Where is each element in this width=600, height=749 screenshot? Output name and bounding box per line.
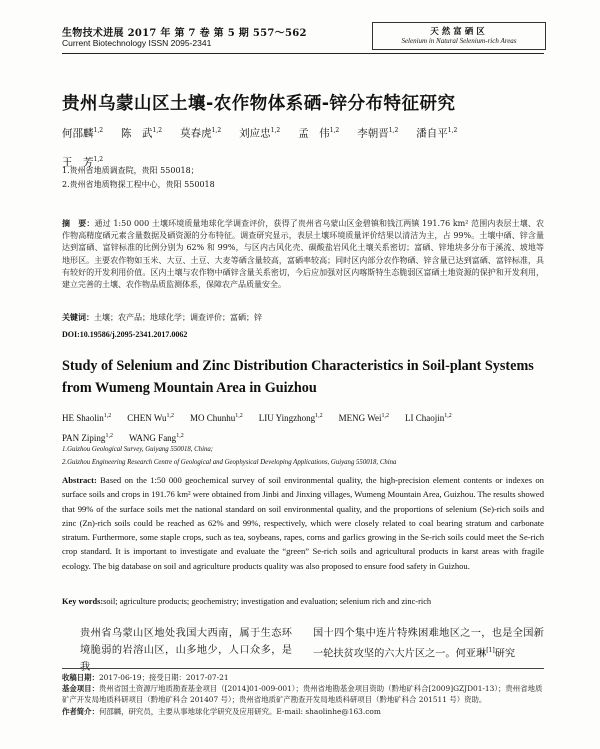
author-en: LI Chaojin$^{1,2}$: [405, 413, 452, 423]
author-en: HE Shaolin$^{1,2}$: [62, 413, 112, 423]
author-cn: 李朝晋$^{1,2}$: [357, 127, 399, 140]
affiliation-en: 2.Guizhou Engineering Research Centre of Geological and Geophysical Developing Applications, Guiyang 550018, China: [62, 458, 397, 466]
author-cn: 何邵麟$^{1,2}$: [62, 127, 104, 140]
author-cn: 孟 伟$^{1,2}$: [298, 127, 340, 140]
author-en: CHEN Wu$^{1,2}$: [127, 413, 174, 423]
affiliations-en: [62, 444, 544, 469]
journal-header-en: Current Biotechnology ISSN 2095-2341: [62, 38, 212, 48]
footnotes: [62, 672, 544, 717]
affiliation-cn: 1.贵州省地质调查院，贵阳 550018；: [62, 166, 199, 175]
author-cn: 刘应忠$^{1,2}$: [239, 127, 281, 140]
author-en: WANG Fang$^{1,2}$: [128, 433, 184, 443]
column-logo-cn: 天然富硒区: [430, 27, 488, 37]
keywords-en: [62, 597, 544, 606]
column-logo-en: Selenium in Natural Selenium-rich Areas: [401, 37, 517, 45]
header-rule: [62, 53, 544, 54]
author-en: MO Chunhu$^{1,2}$: [189, 413, 243, 423]
abstract-en-label: Abstract:: [62, 475, 97, 485]
keywords-cn: [62, 311, 544, 324]
abstract-en-text: Based on the 1:50 000 geochemical survey of soil environmental quality, the high-precision element contents or indexes on surface soils and crops in 191.76 km² were obtained from Jinbi and Jinxing villages, Wumeng Mountain Area, Guizhou. The results showed that 99% of the surface soils met the national standard on soil environmental quality, and the proportions of selenium (Se)-rich soils and zinc (Zn)-rich soils could be reached as 62% and 99%, respectively, which were closely related to coal bearing stratum and carbonate stratum. Furthermore, some staple crops, such as tea, soybeans, rapes, corns and garlics growing in the Se-rich soils could meet the Se-rich crop standard. It is important to investigate and evaluate the “green” Se-rich soils and agricultural products in karst areas with fragile ecology. The big database on soil and agriculture products quality was also proposed to ensure food safety in Guizhou.: [62, 475, 544, 571]
author-en: PAN Ziping$^{1,2}$: [62, 433, 113, 443]
author-cn: 潘自平$^{1,2}$: [416, 127, 458, 140]
footnote-funding: 基金项目：贵州省国土资源厅地质勘查基金项目（[2014]01-009-001）；贵州省地勘基金项目资助（黔地矿科合[2009]GZJD01-13）；贵州省地质矿产开发局地质科研项目（黔地矿科合 201407 号）；贵州省地质矿产勘查开发局地质科研项目（黔地矿科合 201511 号）资助。: [62, 684, 543, 705]
footnote-rule: [62, 668, 544, 669]
doi: DOI:10.19586/j.2095-2341.2017.0062: [62, 330, 188, 339]
abstract-cn: [62, 217, 544, 291]
keywords-en-label: Key words:: [62, 597, 104, 606]
keywords-cn-label: 关键词：: [62, 312, 94, 322]
footnote-received: 收稿日期：2017-06-19；接受日期：2017-07-21: [62, 673, 229, 682]
title-en: Study of Selenium and Zinc Distribution Characteristics in Soil-plant Systems from Wumeng Mountain Area in Guizhou: [62, 358, 534, 396]
body-text-right: 国十四个集中连片特殊困难地区之一，也是全国新一轮扶贫攻坚的六大片区之一。何亚琳[1]研究: [313, 628, 544, 660]
footnote-author: 作者简介：何邵麟，研究员，主要从事地球化学研究及应用研究。E-mail: shaolinhe@163.com: [62, 706, 381, 716]
abstract-cn-text: 通过 1:50 000 土壤环境质量地球化学调查评价，获得了贵州省乌蒙山区金碧镇和钱江两镇 191.76 km² 范围内表层土壤、农作物高精度硒元素含量数据及硒资源的分布特征。调查研究显示，表层土壤环境质量评价结果以清洁为主，占 99%。土壤中硒、锌含量达到富硒、富锌标准的比例分别为 62% 和 99%，与区内古风化壳、碳酸盐岩风化土壤关系密切；富硒、锌地块多分布于溪流、坡地等地形区。主要农作物如玉米、大豆、土豆、大麦等硒含量较高，富硒率较高；同时区内部分农作物硒、锌含量已达到富硒、富锌标准，具有较好的开发利用价值。区内土壤与农作物中硒锌含量关系密切，今后应加强对区内喀斯特生态脆弱区富硒土地资源的保护和开发利用，建立完善的土壤、农作物品质监测体系，保障农产品质量安全。: [62, 219, 545, 290]
affiliation-en: 1.Guizhou Geological Survey, Guiyang 550018, China;: [62, 446, 214, 453]
author-cn: 陈 武$^{1,2}$: [121, 127, 163, 140]
authors-en: [62, 407, 544, 447]
body-text-left: 贵州省乌蒙山区地处我国大西南，属于生态环境脆弱的岩溶山区，山多地少，人口众多，是我: [80, 628, 292, 673]
affiliation-cn: 2.贵州省地质物探工程中心，贵阳 550018: [62, 180, 215, 189]
author-cn: 莫春虎$^{1,2}$: [180, 127, 222, 140]
citation-ref[interactable]: [1]: [486, 647, 495, 654]
author-en: MENG Wei$^{1,2}$: [338, 413, 390, 423]
keywords-cn-text: 土壤；农产品；地球化学；调查评价；富硒；锌: [94, 313, 262, 322]
keywords-en-text: soil; agriculture products; geochemistry; investigation and evaluation; selenium rich and zinc-rich: [103, 597, 432, 606]
column-logo-box: [372, 22, 546, 50]
author-en: LIU Yingzhong$^{1,2}$: [258, 413, 323, 423]
journal-header-cn: 生物技术进展 2017 年 第 7 卷 第 5 期 557～562: [62, 28, 307, 39]
title-cn: 贵州乌蒙山区土壤-农作物体系硒-锌分布特征研究: [62, 94, 456, 114]
author-cn: 王 芳$^{1,2}$: [62, 155, 104, 168]
affiliations-cn: [62, 164, 215, 192]
abstract-cn-label: 摘 要：: [62, 218, 95, 228]
abstract-en: [62, 473, 544, 573]
